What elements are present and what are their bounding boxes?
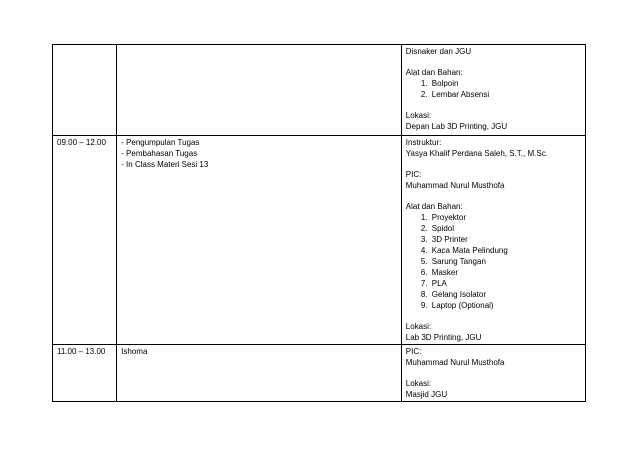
location-label: Lokasi: [405,322,432,331]
activity-item: - Pembahasan Tugas [121,149,198,158]
list-item: 6. Masker [430,267,581,278]
list-item: 7. PLA [430,278,581,289]
list-item: 1. Bolpoin [430,78,581,89]
details-cell [401,345,585,402]
time-cell [53,345,117,402]
tools-list [406,78,581,100]
activity-cell [117,45,402,136]
list-item: 4. Kaca Mata Pelindung [430,245,581,256]
list-item: 8. Gelang Isolator [430,289,581,300]
activity-item: Ishoma [121,347,148,356]
location-label: Lokasi: [405,111,432,120]
pic-label: PIC: [405,347,422,356]
location-value: Lab 3D Printing, JGU [405,333,482,342]
tools-label: Alat dan Bahan: [405,202,463,211]
pic-value: Muhammad Nurul Musthofa [405,181,505,190]
tools-list [406,212,581,311]
time-cell [53,136,117,345]
table-row [53,136,586,345]
tools-label: Alat dan Bahan: [405,68,463,77]
table-row [53,45,586,136]
activity-cell [117,136,402,345]
list-item: 1. Proyektor [430,212,581,223]
location-value: Depan Lab 3D Printing, JGU [405,122,508,131]
schedule-table [52,44,586,402]
location-value: Masjid JGU [405,390,448,399]
list-item: 3. 3D Printer [430,234,581,245]
activity-item: - Pengumpulan Tugas [121,138,200,147]
details-cell [401,45,585,136]
time-cell [53,45,117,136]
list-item: 2. Spidol [430,223,581,234]
activity-cell [117,345,402,402]
list-item: 9. Laptop (Optional) [430,300,581,311]
details-cell [401,136,585,345]
time-text: 11.00 – 13.00 [57,347,106,356]
organizer-text: Disnaker dan JGU [405,47,472,56]
instructor-value: Yasya Khalif Perdana Saleh, S.T., M.Sc. [405,149,548,158]
activity-item: - In Class Materi Sesi 13 [121,160,209,169]
pic-label: PIC: [405,170,422,179]
table-row [53,345,586,402]
instructor-label: Instruktur: [405,138,442,147]
list-item: 2. Lembar Absensi [430,89,581,100]
time-text: 09.00 – 12.00 [57,138,106,147]
location-label: Lokasi: [405,379,432,388]
list-item: 5. Sarung Tangan [430,256,581,267]
pic-value: Muhammad Nurul Musthofa [405,358,505,367]
